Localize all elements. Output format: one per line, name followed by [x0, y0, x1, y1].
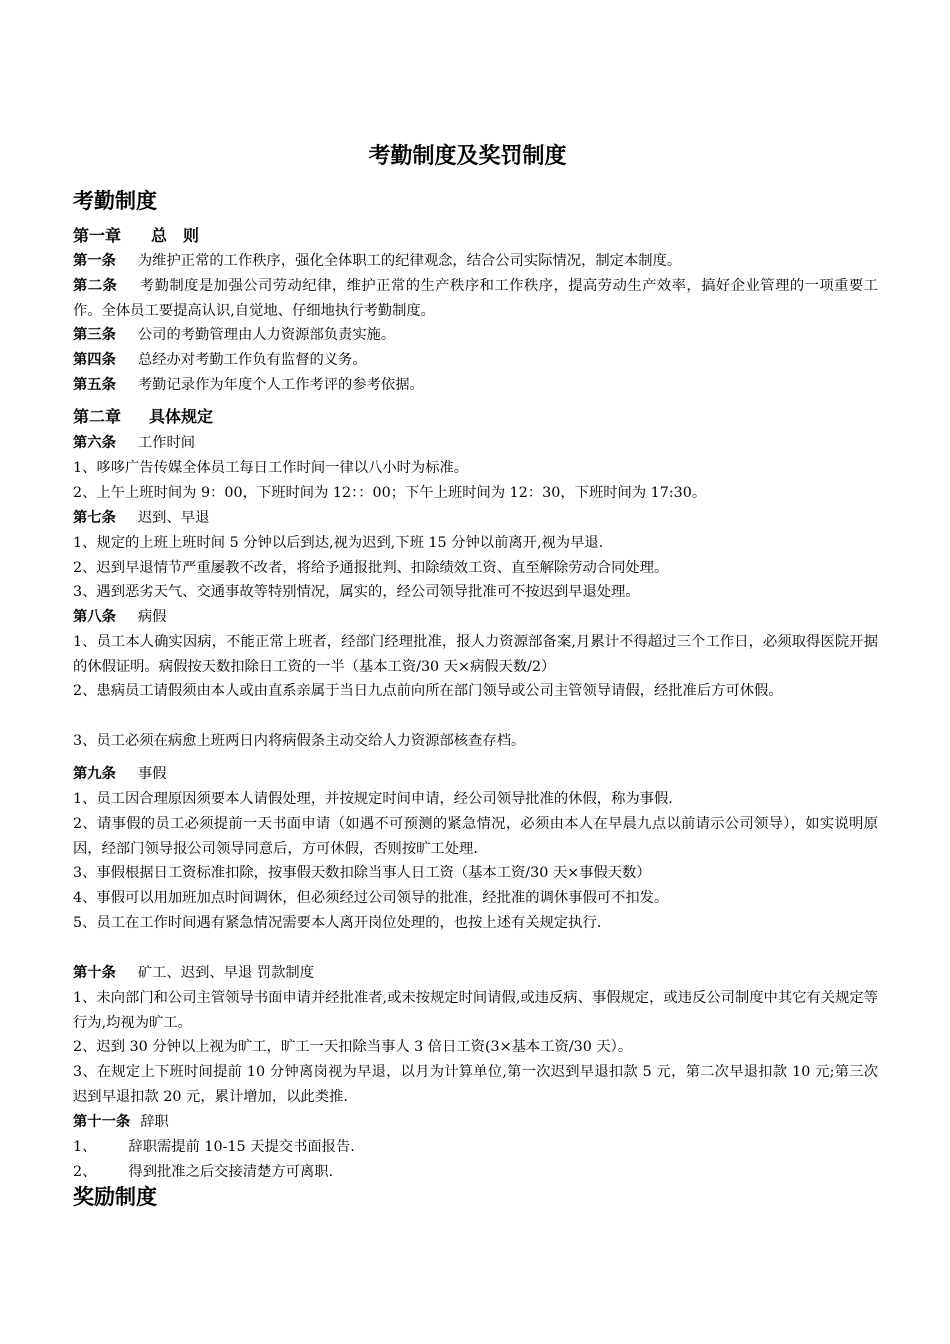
- article-3: [73, 323, 878, 348]
- chapter-number: 第一章: [73, 226, 122, 245]
- list-text: 得到批准之后交接清楚方可离职.: [128, 1164, 334, 1180]
- article-number: 第七条: [73, 510, 116, 526]
- article-text: 工作时间: [137, 435, 196, 451]
- article-text: 辞职: [140, 1114, 169, 1130]
- article-number: 第十条: [73, 965, 116, 981]
- article-text: 考勤制度是加强公司劳动纪律，维护正常的生产秩序和工作秩序，提高劳动生产效率，搞好企业管理的一项重要工作。全体员工要提高认识,自觉地、仔细地执行考勤制度。: [73, 278, 879, 319]
- article-4: [73, 348, 878, 373]
- article-text: 矿工、迟到、早退 罚款制度: [137, 965, 314, 981]
- article-6: [73, 431, 878, 456]
- article-number: 第九条: [73, 766, 116, 782]
- list-item: 1、员工本人确实因病，不能正常上班者，经部门经理批准，报人力资源部备案,月累计不得超过三个工作日，必须取得医院开据的休假证明。病假按天数扣除日工资的一半（基本工资/30 天×病假天数/2）: [73, 634, 878, 675]
- list-item: 1、哆哆广告传媒全体员工每日工作时间一律以八小时为标准。: [73, 460, 469, 476]
- article-number: 第十一条: [73, 1114, 131, 1130]
- list-item: 2、上午上班时间为 9：00，下班时间为 12：：00；下午上班时间为 12：30，下班时间为 17:30。: [73, 485, 707, 501]
- article-7: [73, 506, 878, 531]
- article-9: [73, 762, 878, 787]
- list-item: [73, 1135, 878, 1160]
- list-item: 1、规定的上班上班时间 5 分钟以后到达,视为迟到,下班 15 分钟以前离开,视为早退.: [73, 535, 604, 551]
- article-text: 总经办对考勤工作负有监督的义务。: [137, 352, 367, 368]
- article-10: [73, 961, 878, 986]
- list-text: 辞职需提前 10-15 天提交书面报告.: [128, 1139, 355, 1155]
- chapter-2-heading: [73, 405, 213, 429]
- article-11: [73, 1110, 878, 1135]
- article-text: 事假: [137, 766, 167, 782]
- chapter-number: 第二章: [73, 407, 122, 426]
- list-item: 2、迟到 30 分钟以上视为旷工，旷工一天扣除当事人 3 倍日工资(3×基本工资/30 天）。: [73, 1039, 633, 1055]
- article-text: 公司的考勤管理由人力资源部负责实施。: [137, 327, 396, 343]
- list-number: 1、: [73, 1139, 97, 1155]
- article-number: 第二条: [73, 278, 118, 294]
- list-item: 2、迟到早退情节严重屡教不改者，将给予通报批判、扣除绩效工资、直至解除劳动合同处理。: [73, 560, 669, 576]
- section-heading-rewards: 奖励制度: [73, 1185, 157, 1209]
- article-5: [73, 373, 878, 398]
- list-item: 1、员工因合理原因须要本人请假处理，并按规定时间申请，经公司领导批准的休假，称为事假.: [73, 791, 673, 807]
- article-number: 第五条: [73, 377, 116, 393]
- chapter-1-heading: [73, 224, 199, 248]
- article-number: 第六条: [73, 435, 116, 451]
- list-item: 3、在规定上下班时间提前 10 分钟离岗视为早退，以月为计算单位,第一次迟到早退扣款 5 元，第二次早退扣款 10 元;第三次迟到早退扣款 20 元，累计增加，以此类推.: [73, 1064, 878, 1105]
- article-number: 第一条: [73, 253, 116, 269]
- article-text: 病假: [137, 609, 167, 625]
- list-item: 3、事假根据日工资标准扣除，按事假天数扣除当事人日工资（基本工资/30 天×事假天数）: [73, 865, 651, 881]
- chapter-name: 具体规定: [149, 407, 214, 426]
- document-title: 考勤制度及奖罚制度: [368, 144, 567, 169]
- list-item: 2、患病员工请假须由本人或由直系亲属于当日九点前向所在部门领导或公司主管领导请假，经批准后方可休假。: [73, 683, 783, 699]
- article-text: 为维护正常的工作秩序，强化全体职工的纪律观念，结合公司实际情况，制定本制度。: [137, 253, 682, 269]
- list-item: 3、员工必须在病愈上班两日内将病假条主动交给人力资源部核查存档。: [73, 733, 526, 749]
- article-1: [73, 249, 878, 274]
- list-item: 1、未向部门和公司主管领导书面申请并经批准者,或未按规定时间请假,或违反病、事假规定，或违反公司制度中其它有关规定等行为,均视为旷工。: [73, 990, 878, 1031]
- article-number: 第四条: [73, 352, 116, 368]
- list-item: 2、请事假的员工必须提前一天书面申请（如遇不可预测的紧急情况，必须由本人在早晨九点以前请示公司领导），如实说明原因，经部门领导报公司领导同意后，方可休假，否则按旷工处理.: [73, 816, 878, 857]
- list-item: 4、事假可以用加班加点时间调休，但必须经过公司领导的批准，经批准的调休事假可不扣发。: [73, 890, 669, 906]
- list-item: 3、遇到恶劣天气、交通事故等特别情况，属实的，经公司领导批准可不按迟到早退处理。: [73, 584, 640, 600]
- article-number: 第八条: [73, 609, 116, 625]
- list-number: 2、: [73, 1164, 97, 1180]
- article-2: [73, 274, 878, 323]
- section-heading-attendance: 考勤制度: [73, 189, 157, 213]
- article-number: 第三条: [73, 327, 116, 343]
- article-8: [73, 605, 878, 630]
- chapter-name: 总 则: [151, 226, 200, 245]
- list-item: [73, 1160, 878, 1185]
- article-text: 迟到、早退: [137, 510, 210, 526]
- article-text: 考勤记录作为年度个人工作考评的参考依据。: [137, 377, 424, 393]
- list-item: 5、员工在工作时间遇有紧急情况需要本人离开岗位处理的，也按上述有关规定执行.: [73, 915, 602, 931]
